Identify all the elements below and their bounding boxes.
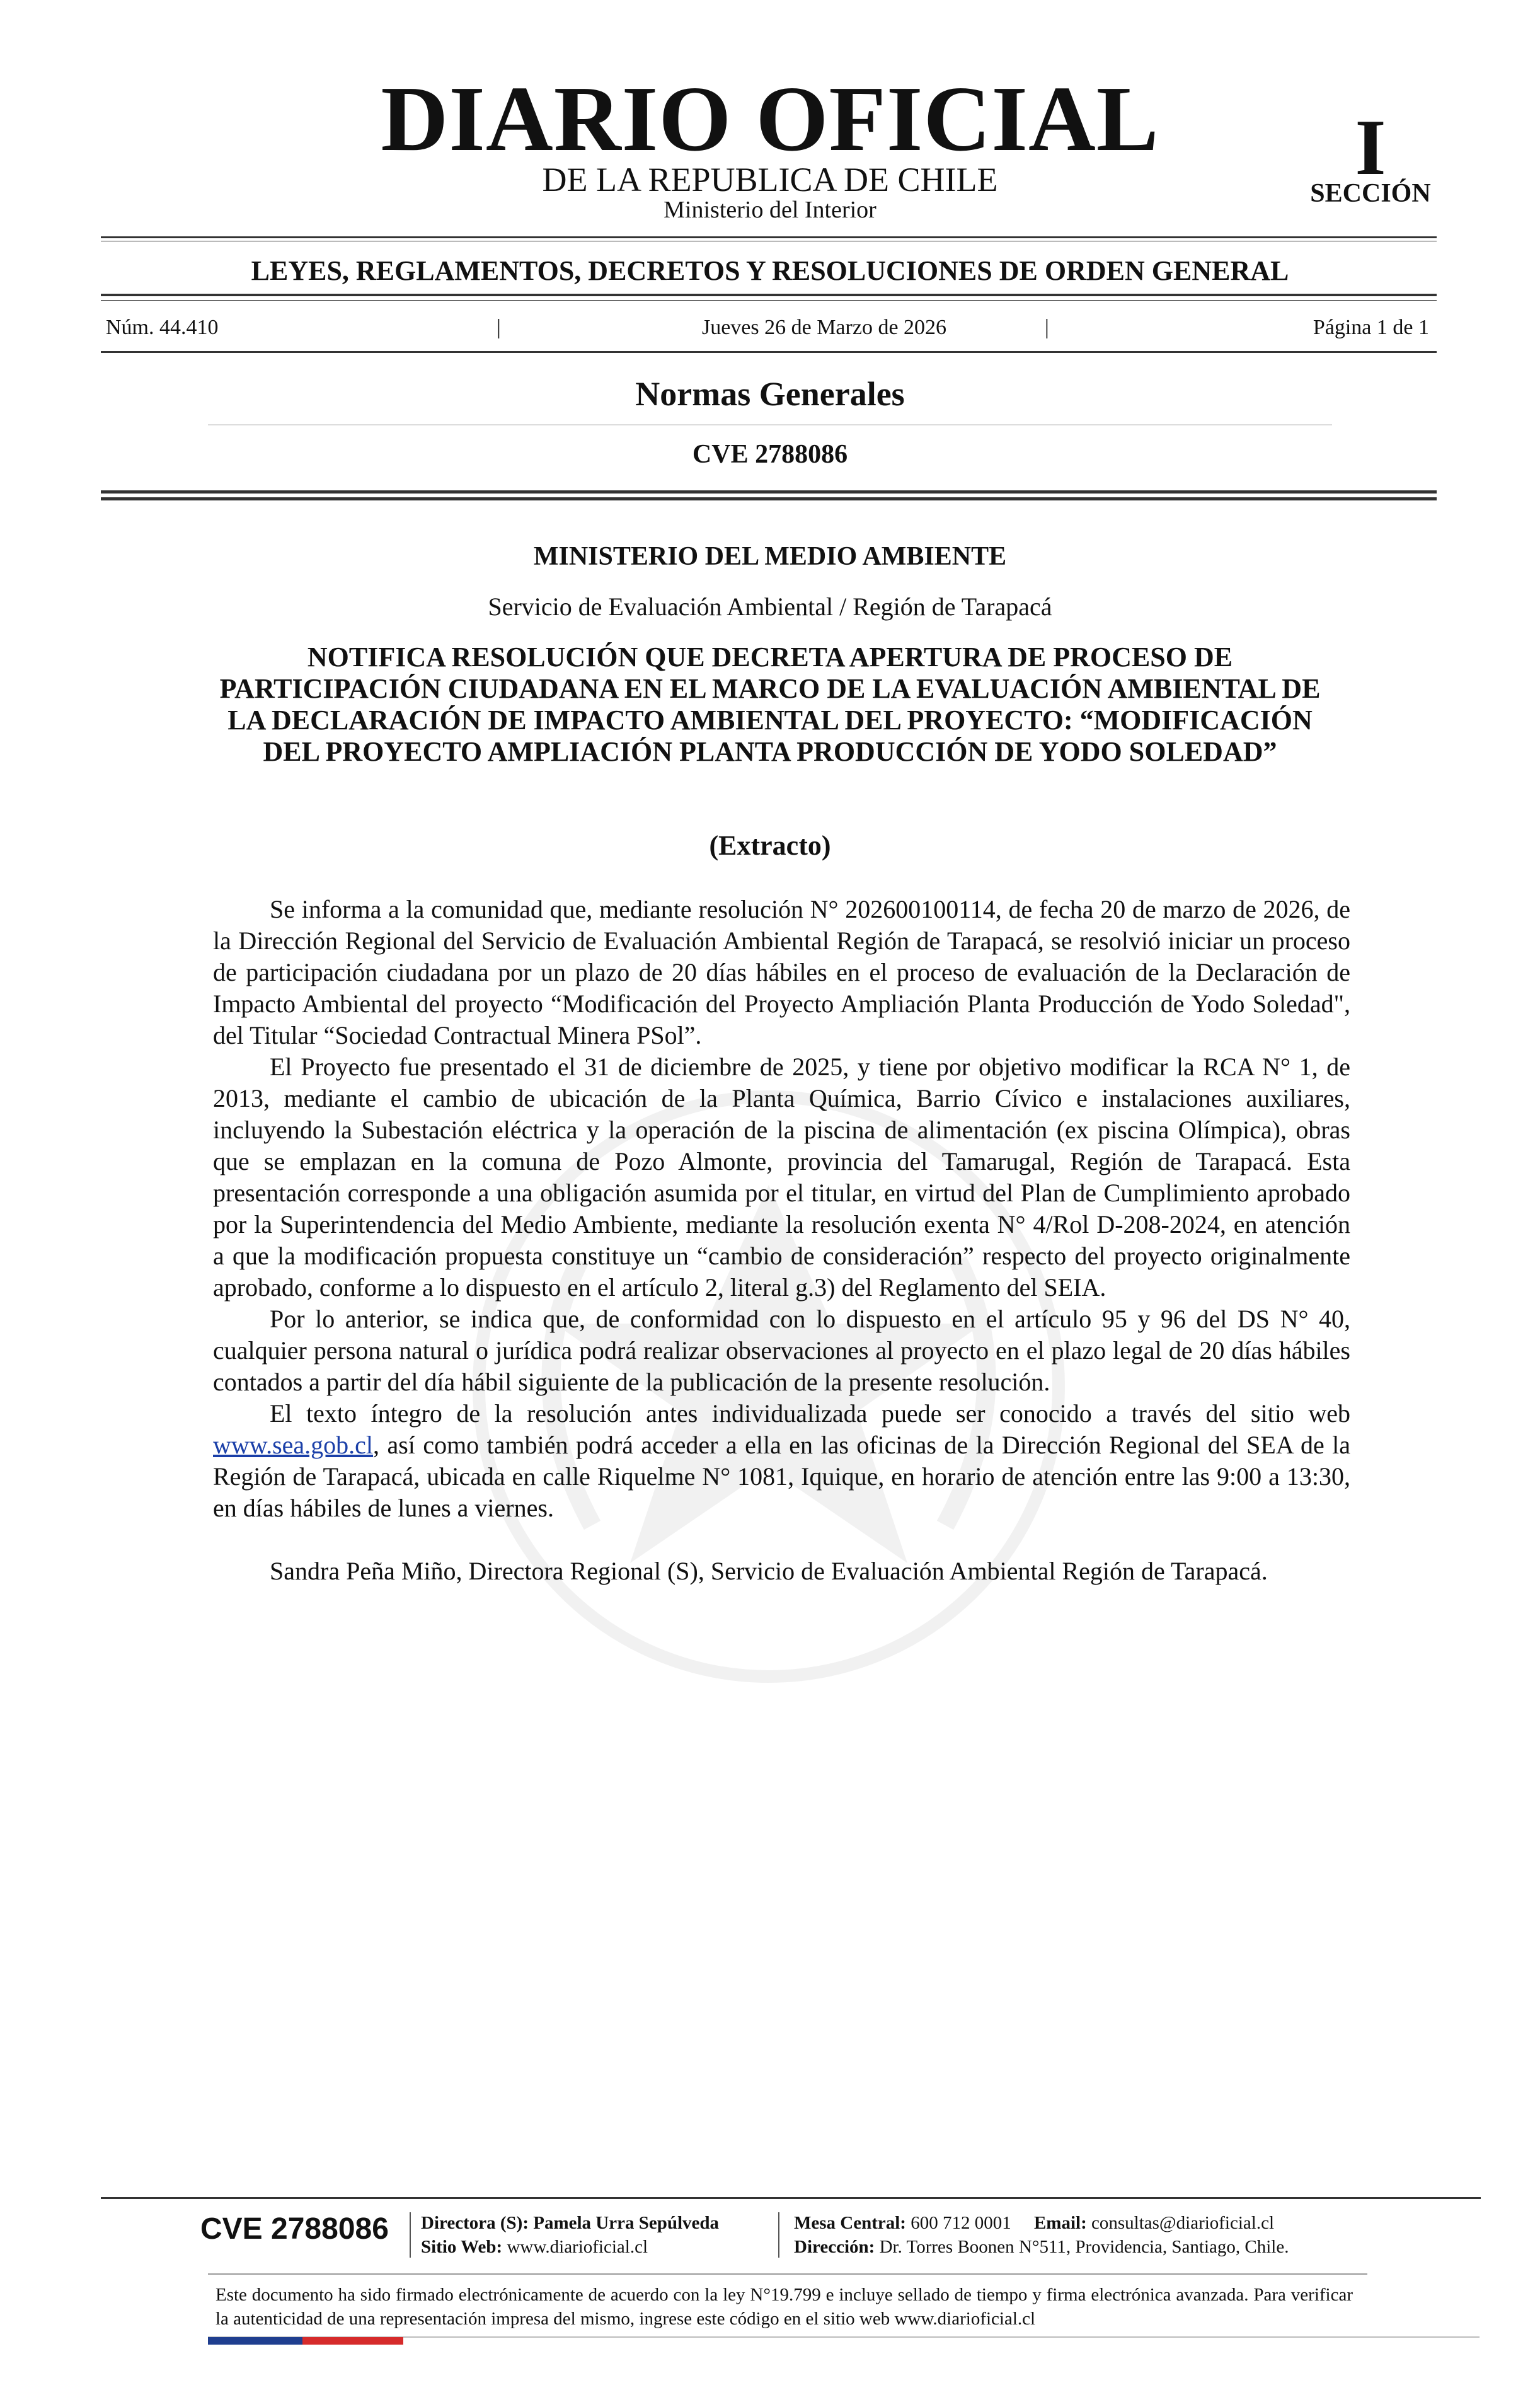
paragraph [213,1398,1350,1524]
banner-rule-thin [101,300,1437,301]
banner-rule-bottom [101,294,1437,296]
footer-director-value: Pamela Urra Sepúlveda [533,2213,720,2233]
masthead-title: DIARIO OFICIAL [381,67,1159,171]
footer-address-value: Dr. Torres Boonen N°511, Providencia, Santiago, Chile. [879,2237,1289,2257]
section-title: Normas Generales [635,375,905,413]
header-rule-thick-2 [101,497,1437,500]
meta-separator: | [497,316,501,339]
masthead-subtitle: DE LA REPUBLICA DE CHILE [542,161,998,199]
flag-stripe [208,2337,403,2345]
footer-phone-label: Mesa Central: [794,2213,906,2233]
paragraph: El Proyecto fue presentado el 31 de diciembre de 2025, y tiene por objetivo modificar la RCA N° 1, de 2013, mediante el cambio de ubicación de la Planta Química, Barrio Cívico e instalaciones auxiliares, incluyendo la Subestación eléctrica y la operación de la piscina de alimentación (ex piscina Olímpica), obras que se emplazan en la comuna de Pozo Almonte, provincia del Tamarugal, Región de Tarapacá. Esta presentación corresponde a una obligación asumida por el titular, en virtud del Plan de Cumplimiento aprobado por la Superintendencia del Medio Ambiente, mediante la resolución exenta N° 4/Rol D-208-2024, en atención a que la modificación propuesta constituye un “cambio de consideración” respecto del proyecto originalmente aprobado, conforme a lo dispuesto en el artículo 2, literal g.3) del Reglamento del SEIA. [213,1053,1350,1302]
footer-address-label: Dirección: [794,2237,875,2257]
section-label: SECCIÓN [1310,179,1431,208]
footer-site-row [421,2235,719,2259]
masthead-rule-top [101,236,1437,238]
footer-column-contact [794,2211,1289,2259]
footer-site-link[interactable]: www.diarioficial.cl [507,2237,648,2257]
extract-label: (Extracto) [709,830,831,861]
footer-thin-rule [208,2273,1367,2275]
page-indicator: Página 1 de 1 [1313,316,1429,339]
footer-phone-row [794,2211,1289,2235]
notice-body [213,894,1350,1587]
footer-director-row [421,2211,719,2235]
signature: Sandra Peña Miño, Directora Regional (S), Servicio de Evaluación Ambiental Región de Tarapacá. [270,1557,1268,1585]
paragraph: Se informa a la comunidad que, mediante resolución N° 202600100114, de fecha 20 de marzo de 2026, de la Dirección Regional del Servicio de Evaluación Ambiental Región de Tarapacá, se resolvió iniciar un proceso de participación ciudadana por un plazo de 20 días hábiles en el proceso de evaluación de la Declaración de Impacto Ambiental del proyecto “Modificación del Proyecto Ampliación Planta Producción de Yodo Soledad", del Titular “Sociedad Contractual Minera PSol”. [213,895,1350,1049]
service-line: Servicio de Evaluación Ambiental / Región de Tarapacá [488,592,1052,621]
footer-address-row [794,2235,1289,2259]
section-number: I [1355,104,1386,192]
footer-site-label: Sitio Web: [421,2237,503,2257]
footer-rule [101,2197,1481,2199]
footer-authenticity-note: Este documento ha sido firmado electrónicamente de acuerdo con la ley N°19.799 e incluye sellado de tiempo y firma electrónica avanzada. Para verificar la autenticidad de una representación impresa del mismo, ingrese este código en el sitio web www.diarioficial.cl [215,2285,1353,2329]
footer-email-link[interactable]: consultas@diarioficial.cl [1091,2213,1275,2233]
issue-number: Núm. 44.410 [106,316,219,339]
masthead-ministry: Ministerio del Interior [664,197,876,223]
footer-phone-value: 600 712 0001 [911,2213,1011,2233]
resolution-headline: NOTIFICA RESOLUCIÓN QUE DECRETA APERTURA DE PROCESO DE PARTICIPACIÓN CIUDADANA EN EL MARCO DE LA EVALUACIÓN AMBIENTAL DE LA DECLARACIÓN DE IMPACTO AMBIENTAL DEL PROYECTO: “MODIFICACIÓN DEL PROYECTO AMPLIACIÓN PLANTA PRODUCCIÓN DE YODO SOLEDAD” [219,642,1321,767]
flag-stripe-blue [208,2337,302,2345]
meta-rule [101,351,1437,353]
paragraph: Por lo anterior, se indica que, de conformidad con lo dispuesto en el artículo 95 y 96 del DS N° 40, cualquier persona natural o jurídica podrá realizar observaciones al proyecto en el plazo legal de 20 días hábiles contados a partir del día hábil siguiente de la publicación de la presente resolución. [213,1305,1350,1396]
footer-email-label: Email: [1033,2213,1087,2233]
sea-website-link[interactable]: www.sea.gob.cl [213,1431,374,1459]
cve-code: CVE 2788086 [692,440,848,469]
footer-divider [410,2212,411,2258]
meta-separator: | [1045,316,1049,339]
footer-cve-code: CVE 2788086 [200,2212,389,2246]
flag-stripe-red [302,2337,403,2345]
banner-title: LEYES, REGLAMENTOS, DECRETOS Y RESOLUCIONES DE ORDEN GENERAL [251,255,1289,286]
issue-date: Jueves 26 de Marzo de 2026 [701,316,947,339]
issue-meta [106,317,1429,342]
footer-divider [778,2212,779,2258]
footer-director-label: Directora (S): [421,2213,529,2233]
footer-column-director [421,2211,719,2259]
section-divider [208,424,1332,425]
header-rule-thick [101,490,1437,494]
ministry-heading: MINISTERIO DEL MEDIO AMBIENTE [533,542,1007,571]
paragraph-text: El texto íntegro de la resolución antes individualizada puede ser conocido a través del sitio web [270,1399,1350,1428]
paragraph-text: , así como también podrá acceder a ella en las oficinas de la Dirección Regional del SEA de la Región de Tarapacá, ubicada en calle Riquelme N° 1081, Iquique, en horario de atención entre las 9:00 a 13:30, en días hábiles de lunes a viernes. [213,1431,1350,1522]
